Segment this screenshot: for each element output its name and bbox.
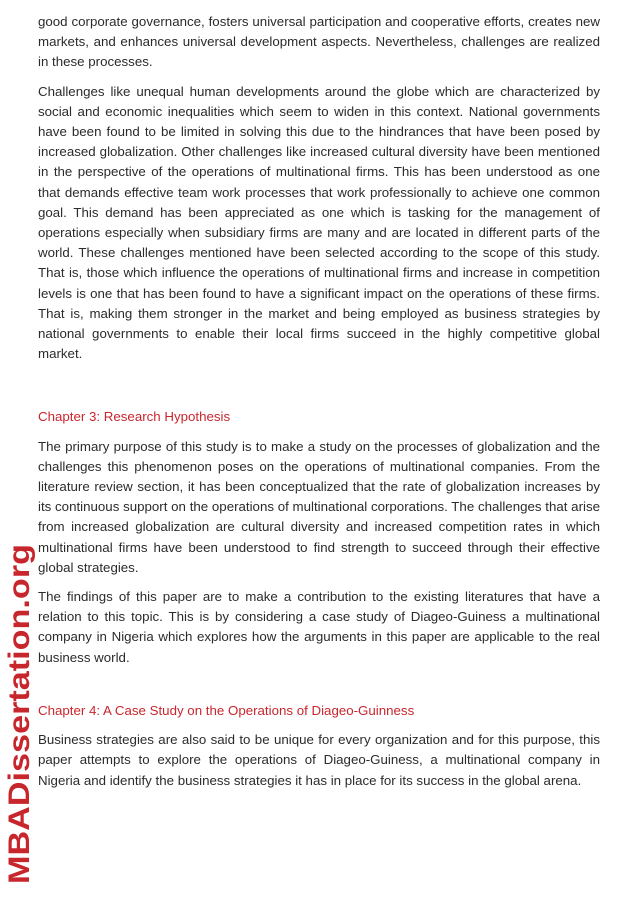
chapter-3-paragraph-purpose: The primary purpose of this study is to make a study on the processes of globalization and the challenges this phenomenon poses on the operations of multinational companies. From the literature review section, it has been conceptualized that the rate of globalization increases by its continuous support on the operations of multinational corporations. The challenges that arise from increased globalization are cultural diversity and increased competition rates in which multinational firms have been understood to find strength to succeed through their effective global strategies.: [38, 438, 600, 575]
spacer: [38, 677, 600, 701]
watermark-text: MBADissertation.org: [3, 585, 36, 884]
chapter-3-heading: Chapter 3: Research Hypothesis: [38, 409, 231, 425]
paragraph-intro: good corporate governance, fosters universal participation and cooperative efforts, creates new markets, and enhances universal development aspects. Nevertheless, challenges are realized in these processes.: [38, 14, 600, 70]
chapter-4-heading: Chapter 4: A Case Study on the Operations of Diageo-Guinness: [38, 702, 415, 718]
document-body: [38, 12, 600, 800]
paragraph-challenges: Challenges like unequal human developments around the globe which are characterized by social and economic inequalities which seem to widen in this context. National governments have been found to be limited in solving this due to the hindrances that have been posed by increased globalization. Other challenges like increased cultural diversity have been mentioned in the perspective of the operations of multinational firms. This has been understood as one that demands effective team work processes that work professionally to achieve one common goal. This demand has been appreciated as one which is tasking for the management of operations especially when subsidiary firms are many and are located in different parts of the world. These challenges mentioned have been selected according to the scope of this study. That is, those which influence the operations of multinational firms and increase in competition levels is one that has been found to have a significant impact on the operations of these firms. That is, making them stronger in the market and being employed as business strategies by national governments to enable their local firms succeed in the highly competitive global market.: [38, 83, 600, 362]
site-watermark: [0, 540, 40, 886]
spacer: [38, 373, 600, 407]
chapter-3-paragraph-findings: The findings of this paper are to make a contribution to the existing literatures that have a relation to this topic. This is by considering a case study of Diageo-Guiness a multinational company in Nigeria which explores how the arguments in this paper are applicable to the real business world.: [38, 589, 600, 665]
chapter-4-paragraph-strategies: Business strategies are also said to be unique for every organization and for this purpose, this paper attempts to explore the operations of Diageo-Guiness, a multinational company in Nigeria and identify the business strategies it has in place for its success in the global arena.: [38, 732, 600, 788]
